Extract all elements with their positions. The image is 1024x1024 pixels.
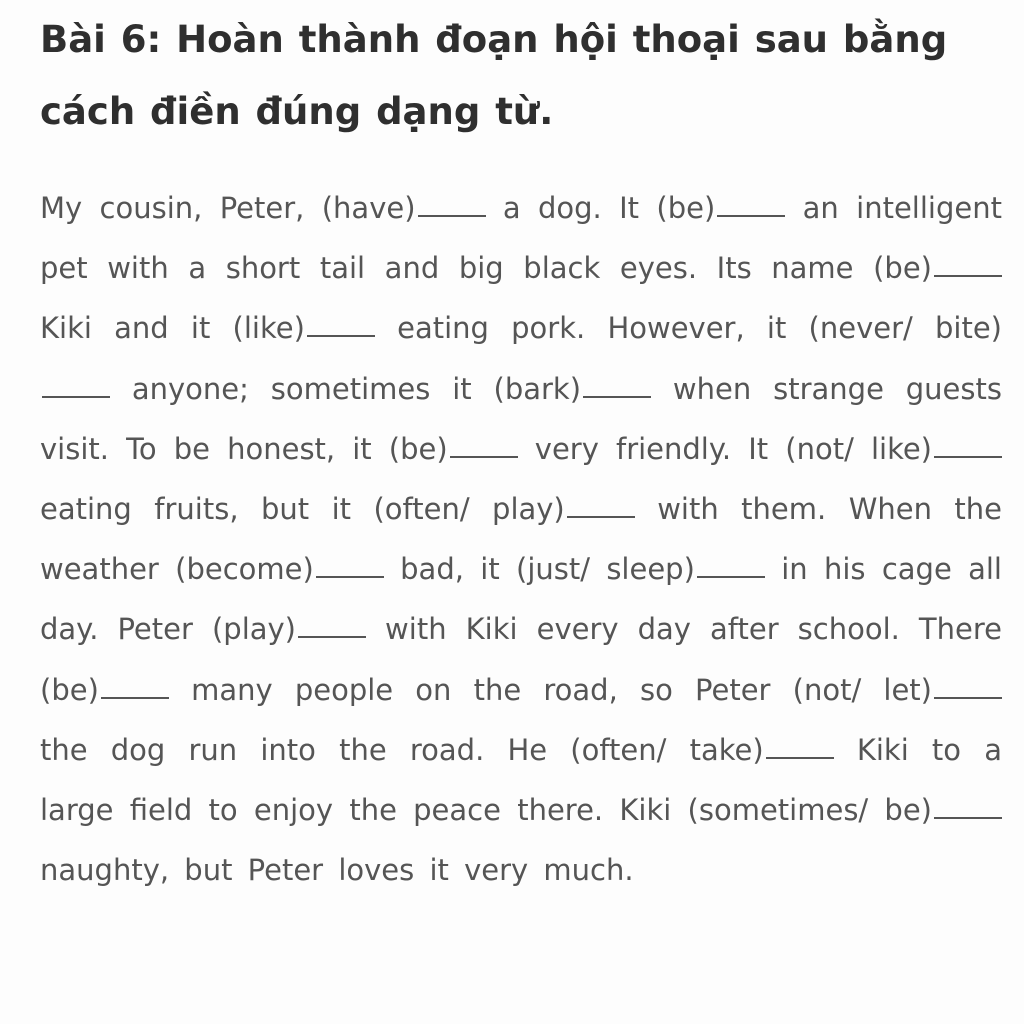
- fill-in-blank[interactable]: [766, 757, 834, 759]
- exercise-passage: [40, 178, 1002, 900]
- fill-in-blank[interactable]: [934, 697, 1002, 699]
- passage-text: many people on the road, so Peter (not/ let): [168, 672, 932, 707]
- passage-text: eating fruits, but it (often/ play): [40, 492, 565, 527]
- fill-in-blank[interactable]: [450, 456, 518, 458]
- fill-in-blank[interactable]: [717, 215, 785, 217]
- fill-in-blank[interactable]: [418, 215, 486, 217]
- fill-in-blank[interactable]: [583, 396, 651, 398]
- passage-text: bad, it (just/ sleep): [383, 552, 695, 587]
- fill-in-blank[interactable]: [307, 335, 375, 337]
- passage-text: Kiki and it (like): [40, 311, 305, 346]
- passage-text: an intelligent pet with a short tail and big black eyes. Its name (be): [40, 191, 1002, 286]
- passage-text: the dog run into the road. He (often/ take): [40, 732, 764, 767]
- fill-in-blank[interactable]: [101, 697, 169, 699]
- passage-text: My cousin, Peter, (have): [40, 191, 416, 225]
- passage-text: naughty, but Peter loves it very much.: [40, 853, 634, 888]
- passage-text: a dog. It (be): [485, 191, 716, 225]
- passage-text: when strange guests visit. To be honest, it (be): [40, 371, 1002, 466]
- passage-text: with Kiki every day after school. There (be): [40, 612, 1002, 707]
- passage-text: very friendly. It (not/ like): [517, 431, 932, 466]
- fill-in-blank[interactable]: [42, 396, 110, 398]
- fill-in-blank[interactable]: [934, 275, 1002, 277]
- fill-in-blank[interactable]: [934, 817, 1002, 819]
- passage-text: Kiki to a large field to enjoy the peace there. Kiki (sometimes/ be): [40, 732, 1002, 828]
- fill-in-blank[interactable]: [316, 576, 384, 578]
- passage-text: eating pork. However, it (never/ bite): [374, 311, 1002, 346]
- passage-text: in his cage all day. Peter (play): [40, 552, 1002, 647]
- fill-in-blank[interactable]: [697, 576, 765, 578]
- fill-in-blank[interactable]: [934, 456, 1002, 458]
- fill-in-blank[interactable]: [567, 516, 635, 518]
- exercise-title: Bài 6: Hoàn thành đoạn hội thoại sau bằng cách điền đúng dạng từ.: [40, 18, 948, 133]
- fill-in-blank[interactable]: [298, 636, 366, 638]
- passage-text: anyone; sometimes it (bark): [110, 371, 582, 406]
- passage-text: with them. When the weather (become): [40, 492, 1003, 587]
